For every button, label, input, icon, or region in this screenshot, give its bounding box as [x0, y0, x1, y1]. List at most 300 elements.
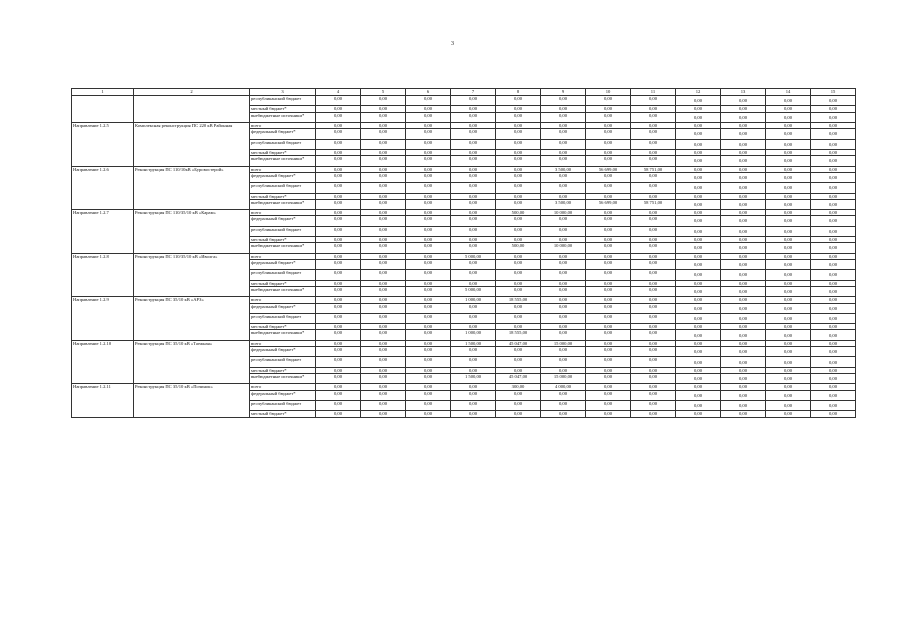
value-cell-col-5: 0,00: [361, 122, 406, 128]
value-cell-col-6: 0,00: [406, 303, 451, 313]
value-cell-col-14: 0,00: [766, 390, 811, 400]
value-cell-col-6: 0,00: [406, 122, 451, 128]
value-cell-col-14: 0,00: [766, 237, 811, 243]
value-cell-col-5: 0,00: [361, 324, 406, 330]
value-cell-col-4: 0,00: [316, 390, 361, 400]
value-cell-col-14: 0,00: [766, 347, 811, 357]
value-cell-col-8: 0,00: [496, 390, 541, 400]
value-cell-col-12: 0,00: [676, 367, 721, 373]
value-cell-col-11: 0,00: [631, 96, 676, 106]
column-header-9: 9: [541, 89, 586, 96]
funding-source-cell: всего: [250, 122, 316, 128]
value-cell-col-4: 0,00: [316, 166, 361, 172]
value-cell-col-14: 0,00: [766, 259, 811, 269]
value-cell-col-4: 0,00: [316, 226, 361, 236]
value-cell-col-14: 0,00: [766, 172, 811, 182]
value-cell-col-10: 0,00: [586, 243, 631, 253]
value-cell-col-5: 0,00: [361, 286, 406, 296]
value-cell-col-15: 0,00: [811, 324, 856, 330]
value-cell-col-10: 0,00: [586, 270, 631, 280]
value-cell-col-14: 0,00: [766, 280, 811, 286]
value-cell-col-5: 0,00: [361, 340, 406, 346]
column-header-12: 12: [676, 89, 721, 96]
value-cell-col-8: 0,00: [496, 139, 541, 149]
value-cell-col-14: 0,00: [766, 243, 811, 253]
value-cell-col-12: 0,00: [676, 183, 721, 193]
value-cell-col-15: 0,00: [811, 237, 856, 243]
value-cell-col-8: 0,00: [496, 96, 541, 106]
value-cell-col-14: 0,00: [766, 96, 811, 106]
value-cell-col-15: 0,00: [811, 357, 856, 367]
value-cell-col-7: 0,00: [451, 149, 496, 155]
value-cell-col-4: 0,00: [316, 297, 361, 303]
value-cell-col-8: 0,00: [496, 172, 541, 182]
value-cell-col-8: 0,00: [496, 216, 541, 226]
value-cell-col-5: 0,00: [361, 96, 406, 106]
funding-source-cell: федеральный бюджет*: [250, 129, 316, 139]
funding-source-cell: республиканский бюджет: [250, 270, 316, 280]
value-cell-col-6: 0,00: [406, 367, 451, 373]
value-cell-col-10: 0,00: [586, 280, 631, 286]
value-cell-col-13: 0,00: [721, 156, 766, 166]
value-cell-col-7: 0,00: [451, 122, 496, 128]
value-cell-col-4: 0,00: [316, 286, 361, 296]
value-cell-col-13: 0,00: [721, 216, 766, 226]
value-cell-col-15: 0,00: [811, 96, 856, 106]
value-cell-col-4: 0,00: [316, 156, 361, 166]
value-cell-col-6: 0,00: [406, 216, 451, 226]
funding-source-cell: внебюджетные источники*: [250, 243, 316, 253]
value-cell-col-9: 0,00: [541, 411, 586, 417]
value-cell-col-6: 0,00: [406, 357, 451, 367]
value-cell-col-4: 0,00: [316, 216, 361, 226]
value-cell-col-8: 500,00: [496, 210, 541, 216]
funding-source-cell: местный бюджет*: [250, 324, 316, 330]
value-cell-col-5: 0,00: [361, 357, 406, 367]
value-cell-col-7: 0,00: [451, 367, 496, 373]
value-cell-col-7: 0,00: [451, 156, 496, 166]
value-cell-col-5: 0,00: [361, 303, 406, 313]
value-cell-col-8: 300,00: [496, 384, 541, 390]
column-header-10: 10: [586, 89, 631, 96]
value-cell-col-6: 0,00: [406, 199, 451, 209]
value-cell-col-14: 0,00: [766, 183, 811, 193]
value-cell-col-14: 0,00: [766, 166, 811, 172]
value-cell-col-14: 0,00: [766, 270, 811, 280]
value-cell-col-9: 0,00: [541, 172, 586, 182]
value-cell-col-11: 0,00: [631, 129, 676, 139]
value-cell-col-10: 0,00: [586, 122, 631, 128]
value-cell-col-14: 0,00: [766, 303, 811, 313]
value-cell-col-13: 0,00: [721, 243, 766, 253]
value-cell-col-10: 0,00: [586, 253, 631, 259]
value-cell-col-11: 0,00: [631, 340, 676, 346]
value-cell-col-12: 0,00: [676, 384, 721, 390]
value-cell-col-9: 0,00: [541, 156, 586, 166]
value-cell-col-4: 0,00: [316, 193, 361, 199]
value-cell-col-8: 45 047,00: [496, 374, 541, 384]
funding-source-cell: местный бюджет*: [250, 149, 316, 155]
value-cell-col-9: 15 000,00: [541, 340, 586, 346]
value-cell-col-10: 0,00: [586, 106, 631, 112]
value-cell-col-4: 0,00: [316, 112, 361, 122]
budget-table: [71, 88, 856, 418]
value-cell-col-8: 0,00: [496, 129, 541, 139]
project-name-cell: Реконструкция ПС 110/35/10 кВ «Карам»: [134, 210, 250, 254]
value-cell-col-8: 0,00: [496, 280, 541, 286]
value-cell-col-12: 0,00: [676, 106, 721, 112]
value-cell-col-9: 0,00: [541, 297, 586, 303]
value-cell-col-10: 0,00: [586, 129, 631, 139]
value-cell-col-6: 0,00: [406, 411, 451, 417]
value-cell-col-6: 0,00: [406, 390, 451, 400]
value-cell-col-10: 0,00: [586, 374, 631, 384]
value-cell-col-10: 0,00: [586, 259, 631, 269]
value-cell-col-10: 0,00: [586, 347, 631, 357]
value-cell-col-4: 0,00: [316, 237, 361, 243]
value-cell-col-9: 0,00: [541, 324, 586, 330]
value-cell-col-6: 0,00: [406, 259, 451, 269]
value-cell-col-5: 0,00: [361, 112, 406, 122]
value-cell-col-4: 0,00: [316, 367, 361, 373]
value-cell-col-8: 0,00: [496, 149, 541, 155]
value-cell-col-8: 0,00: [496, 313, 541, 323]
value-cell-col-9: 15 000,00: [541, 374, 586, 384]
value-cell-col-7: 0,00: [451, 96, 496, 106]
value-cell-col-13: 0,00: [721, 390, 766, 400]
funding-source-cell: местный бюджет*: [250, 411, 316, 417]
value-cell-col-13: 0,00: [721, 324, 766, 330]
value-cell-col-4: 0,00: [316, 384, 361, 390]
value-cell-col-7: 1 000,00: [451, 330, 496, 340]
value-cell-col-5: 0,00: [361, 129, 406, 139]
value-cell-col-5: 0,00: [361, 210, 406, 216]
value-cell-col-7: 1 000,00: [451, 297, 496, 303]
value-cell-col-7: 1 500,00: [451, 374, 496, 384]
value-cell-col-13: 0,00: [721, 237, 766, 243]
value-cell-col-14: 0,00: [766, 367, 811, 373]
value-cell-col-8: 0,00: [496, 226, 541, 236]
table-header: [72, 89, 856, 96]
value-cell-col-8: 0,00: [496, 270, 541, 280]
value-cell-col-12: 0,00: [676, 237, 721, 243]
value-cell-col-13: 0,00: [721, 166, 766, 172]
value-cell-col-15: 0,00: [811, 330, 856, 340]
header-row: [72, 89, 856, 96]
value-cell-col-11: 0,00: [631, 411, 676, 417]
value-cell-col-10: 0,00: [586, 237, 631, 243]
value-cell-col-11: 58 751,00: [631, 199, 676, 209]
value-cell-col-11: 0,00: [631, 297, 676, 303]
value-cell-col-13: 0,00: [721, 401, 766, 411]
value-cell-col-5: 0,00: [361, 390, 406, 400]
value-cell-col-15: 0,00: [811, 106, 856, 112]
value-cell-col-4: 0,00: [316, 172, 361, 182]
value-cell-col-15: 0,00: [811, 384, 856, 390]
value-cell-col-12: 0,00: [676, 253, 721, 259]
value-cell-col-7: 0,00: [451, 183, 496, 193]
value-cell-col-4: 0,00: [316, 96, 361, 106]
value-cell-col-12: 0,00: [676, 226, 721, 236]
direction-cell: Направление 1.2.6: [72, 166, 134, 210]
value-cell-col-5: 0,00: [361, 149, 406, 155]
value-cell-col-15: 0,00: [811, 340, 856, 346]
value-cell-col-11: 0,00: [631, 313, 676, 323]
value-cell-col-10: 0,00: [586, 210, 631, 216]
value-cell-col-15: 0,00: [811, 411, 856, 417]
value-cell-col-7: 0,00: [451, 226, 496, 236]
value-cell-col-5: 0,00: [361, 226, 406, 236]
value-cell-col-6: 0,00: [406, 253, 451, 259]
value-cell-col-11: 0,00: [631, 253, 676, 259]
value-cell-col-15: 0,00: [811, 286, 856, 296]
value-cell-col-4: 0,00: [316, 347, 361, 357]
funding-source-cell: всего: [250, 166, 316, 172]
value-cell-col-13: 0,00: [721, 411, 766, 417]
value-cell-col-9: 0,00: [541, 112, 586, 122]
value-cell-col-9: 0,00: [541, 390, 586, 400]
value-cell-col-4: 0,00: [316, 106, 361, 112]
value-cell-col-13: 0,00: [721, 106, 766, 112]
value-cell-col-12: 0,00: [676, 156, 721, 166]
value-cell-col-8: 45 047,00: [496, 340, 541, 346]
value-cell-col-15: 0,00: [811, 270, 856, 280]
value-cell-col-12: 0,00: [676, 96, 721, 106]
value-cell-col-10: 0,00: [586, 401, 631, 411]
funding-source-cell: местный бюджет*: [250, 106, 316, 112]
value-cell-col-10: 0,00: [586, 172, 631, 182]
value-cell-col-9: 0,00: [541, 129, 586, 139]
value-cell-col-8: 0,00: [496, 259, 541, 269]
value-cell-col-6: 0,00: [406, 112, 451, 122]
value-cell-col-10: 0,00: [586, 139, 631, 149]
value-cell-col-15: 0,00: [811, 149, 856, 155]
value-cell-col-8: 500,00: [496, 243, 541, 253]
table-body: [72, 96, 856, 418]
value-cell-col-10: 0,00: [586, 367, 631, 373]
value-cell-col-10: 0,00: [586, 357, 631, 367]
value-cell-col-11: 0,00: [631, 243, 676, 253]
column-header-11: 11: [631, 89, 676, 96]
column-header-14: 14: [766, 89, 811, 96]
value-cell-col-10: 0,00: [586, 96, 631, 106]
direction-cell: Направление 1.2.9: [72, 297, 134, 341]
value-cell-col-11: 0,00: [631, 172, 676, 182]
value-cell-col-7: 0,00: [451, 193, 496, 199]
funding-source-cell: республиканский бюджет: [250, 401, 316, 411]
value-cell-col-4: 0,00: [316, 149, 361, 155]
value-cell-col-4: 0,00: [316, 401, 361, 411]
value-cell-col-14: 0,00: [766, 193, 811, 199]
value-cell-col-11: 0,00: [631, 226, 676, 236]
value-cell-col-15: 0,00: [811, 303, 856, 313]
value-cell-col-12: 0,00: [676, 166, 721, 172]
value-cell-col-9: 0,00: [541, 313, 586, 323]
value-cell-col-13: 0,00: [721, 183, 766, 193]
value-cell-col-15: 0,00: [811, 216, 856, 226]
value-cell-col-6: 0,00: [406, 172, 451, 182]
direction-cell: Направление 1.2.10: [72, 340, 134, 384]
value-cell-col-9: 0,00: [541, 330, 586, 340]
value-cell-col-8: 0,00: [496, 112, 541, 122]
value-cell-col-5: 0,00: [361, 367, 406, 373]
value-cell-col-5: 0,00: [361, 253, 406, 259]
value-cell-col-5: 0,00: [361, 270, 406, 280]
value-cell-col-7: 0,00: [451, 243, 496, 253]
value-cell-col-11: 0,00: [631, 139, 676, 149]
value-cell-col-11: 0,00: [631, 112, 676, 122]
value-cell-col-6: 0,00: [406, 330, 451, 340]
direction-cell: Направление 1.2.7: [72, 210, 134, 254]
value-cell-col-7: 5 000,00: [451, 253, 496, 259]
value-cell-col-10: 0,00: [586, 286, 631, 296]
page-number: 3: [451, 41, 454, 47]
funding-source-cell: местный бюджет*: [250, 367, 316, 373]
value-cell-col-13: 0,00: [721, 253, 766, 259]
value-cell-col-15: 0,00: [811, 226, 856, 236]
value-cell-col-6: 0,00: [406, 313, 451, 323]
value-cell-col-12: 0,00: [676, 199, 721, 209]
value-cell-col-14: 0,00: [766, 106, 811, 112]
value-cell-col-12: 0,00: [676, 390, 721, 400]
value-cell-col-7: 0,00: [451, 112, 496, 122]
value-cell-col-12: 0,00: [676, 401, 721, 411]
value-cell-col-11: 0,00: [631, 286, 676, 296]
value-cell-col-14: 0,00: [766, 297, 811, 303]
column-header-1: 1: [72, 89, 134, 96]
value-cell-col-6: 0,00: [406, 139, 451, 149]
value-cell-col-4: 0,00: [316, 303, 361, 313]
value-cell-col-15: 0,00: [811, 280, 856, 286]
value-cell-col-15: 0,00: [811, 297, 856, 303]
value-cell-col-10: 56 699,00: [586, 166, 631, 172]
value-cell-col-8: 0,00: [496, 253, 541, 259]
value-cell-col-6: 0,00: [406, 297, 451, 303]
value-cell-col-8: 0,00: [496, 357, 541, 367]
value-cell-col-7: 0,00: [451, 411, 496, 417]
project-name-cell: Реконструкция ПС 35/10 кВ «Таежная»: [134, 340, 250, 384]
value-cell-col-5: 0,00: [361, 347, 406, 357]
value-cell-col-6: 0,00: [406, 237, 451, 243]
value-cell-col-10: 0,00: [586, 313, 631, 323]
value-cell-col-4: 0,00: [316, 183, 361, 193]
value-cell-col-12: 0,00: [676, 210, 721, 216]
value-cell-col-9: 0,00: [541, 96, 586, 106]
value-cell-col-5: 0,00: [361, 313, 406, 323]
value-cell-col-11: 0,00: [631, 106, 676, 112]
value-cell-col-15: 0,00: [811, 172, 856, 182]
value-cell-col-6: 0,00: [406, 129, 451, 139]
value-cell-col-13: 0,00: [721, 330, 766, 340]
value-cell-col-9: 0,00: [541, 259, 586, 269]
value-cell-col-5: 0,00: [361, 199, 406, 209]
value-cell-col-12: 0,00: [676, 129, 721, 139]
value-cell-col-4: 0,00: [316, 324, 361, 330]
funding-source-cell: местный бюджет*: [250, 193, 316, 199]
value-cell-col-7: 0,00: [451, 347, 496, 357]
value-cell-col-5: 0,00: [361, 216, 406, 226]
funding-source-cell: внебюджетные источники*: [250, 286, 316, 296]
value-cell-col-9: 0,00: [541, 183, 586, 193]
value-cell-col-13: 0,00: [721, 384, 766, 390]
value-cell-col-11: 0,00: [631, 216, 676, 226]
value-cell-col-13: 0,00: [721, 226, 766, 236]
value-cell-col-8: 0,00: [496, 193, 541, 199]
value-cell-col-4: 0,00: [316, 243, 361, 253]
value-cell-col-6: 0,00: [406, 384, 451, 390]
value-cell-col-5: 0,00: [361, 297, 406, 303]
value-cell-col-4: 0,00: [316, 280, 361, 286]
funding-source-cell: всего: [250, 253, 316, 259]
value-cell-col-11: 0,00: [631, 156, 676, 166]
value-cell-col-7: 0,00: [451, 166, 496, 172]
value-cell-col-12: 0,00: [676, 347, 721, 357]
value-cell-col-6: 0,00: [406, 106, 451, 112]
value-cell-col-6: 0,00: [406, 374, 451, 384]
direction-cell: Направление 1.2.5: [72, 122, 134, 166]
value-cell-col-15: 0,00: [811, 390, 856, 400]
value-cell-col-9: 0,00: [541, 280, 586, 286]
value-cell-col-5: 0,00: [361, 330, 406, 340]
value-cell-col-7: 5 000,00: [451, 286, 496, 296]
value-cell-col-7: 0,00: [451, 324, 496, 330]
value-cell-col-13: 0,00: [721, 367, 766, 373]
value-cell-col-8: 18 555,00: [496, 297, 541, 303]
value-cell-col-10: 0,00: [586, 303, 631, 313]
value-cell-col-14: 0,00: [766, 357, 811, 367]
value-cell-col-12: 0,00: [676, 270, 721, 280]
value-cell-col-7: 0,00: [451, 270, 496, 280]
value-cell-col-13: 0,00: [721, 129, 766, 139]
value-cell-col-15: 0,00: [811, 243, 856, 253]
value-cell-col-12: 0,00: [676, 411, 721, 417]
value-cell-col-5: 0,00: [361, 193, 406, 199]
value-cell-col-8: 0,00: [496, 303, 541, 313]
value-cell-col-10: 56 699,00: [586, 199, 631, 209]
value-cell-col-10: 0,00: [586, 149, 631, 155]
funding-source-cell: федеральный бюджет*: [250, 216, 316, 226]
value-cell-col-15: 0,00: [811, 129, 856, 139]
value-cell-col-14: 0,00: [766, 324, 811, 330]
value-cell-col-13: 0,00: [721, 313, 766, 323]
value-cell-col-12: 0,00: [676, 243, 721, 253]
value-cell-col-13: 0,00: [721, 122, 766, 128]
value-cell-col-6: 0,00: [406, 280, 451, 286]
funding-source-cell: местный бюджет*: [250, 237, 316, 243]
value-cell-col-10: 0,00: [586, 330, 631, 340]
value-cell-col-5: 0,00: [361, 237, 406, 243]
value-cell-col-9: 0,00: [541, 286, 586, 296]
value-cell-col-15: 0,00: [811, 347, 856, 357]
funding-source-cell: внебюджетные источники*: [250, 330, 316, 340]
value-cell-col-14: 0,00: [766, 330, 811, 340]
value-cell-col-7: 0,00: [451, 401, 496, 411]
column-header-4: 4: [316, 89, 361, 96]
value-cell-col-13: 0,00: [721, 347, 766, 357]
value-cell-col-11: 0,00: [631, 270, 676, 280]
value-cell-col-13: 0,00: [721, 199, 766, 209]
value-cell-col-12: 0,00: [676, 149, 721, 155]
column-header-5: 5: [361, 89, 406, 96]
funding-source-cell: всего: [250, 340, 316, 346]
value-cell-col-6: 0,00: [406, 347, 451, 357]
value-cell-col-5: 0,00: [361, 411, 406, 417]
value-cell-col-5: 0,00: [361, 166, 406, 172]
value-cell-col-5: 0,00: [361, 280, 406, 286]
value-cell-col-15: 0,00: [811, 259, 856, 269]
value-cell-col-13: 0,00: [721, 149, 766, 155]
value-cell-col-11: 0,00: [631, 347, 676, 357]
